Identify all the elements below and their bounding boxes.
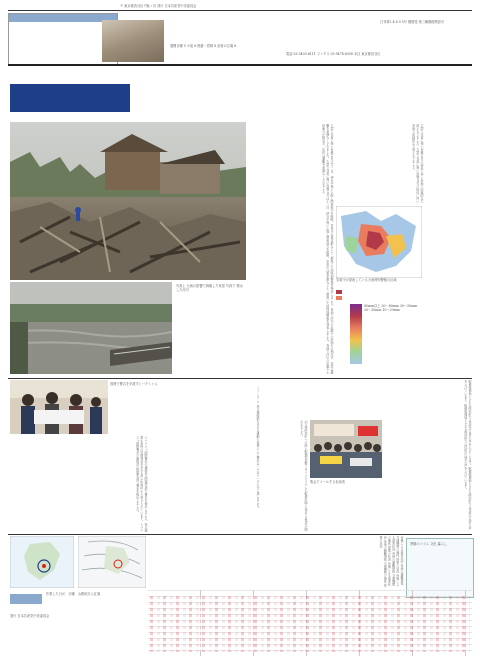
hibakusha-article-body: ヒバクシャ国際署名の連絡会は国連本部で署名を提出しました。核兵器禁止条約の早期発効を求める声が世界中から寄せられています。ヒバクシャ国際署名の連絡会は国連本部で署名を提出しました。 xyxy=(135,436,148,532)
photo-caption: 写真上 台風の影響で倒壊した家屋 写真下 増水した河川 xyxy=(176,284,243,293)
digest-list xyxy=(9,22,117,54)
map-caption: 気象庁が発表している大雨特別警報の区域 xyxy=(336,278,397,282)
masthead-contact: 電話 03-3403-6111 ファクス 03-5474-8358 本社 東京都渋谷区 xyxy=(286,52,381,56)
tv-listing-grid xyxy=(148,590,472,656)
flood-photo xyxy=(10,282,172,374)
map-legend xyxy=(336,290,422,302)
tide-column-box xyxy=(406,538,474,598)
issue-fineprint: 日刊第2 4 6 9 5号 郵便受 第三種郵便物認可 xyxy=(380,20,445,24)
lower-label-box xyxy=(10,594,42,604)
digest-item[interactable] xyxy=(12,24,114,31)
digest-item[interactable] xyxy=(12,38,114,45)
top-rule xyxy=(8,10,472,11)
lead-article-body: 大型で非常に強い台風19号は十二日、伊豆半島に上陸し関東地方を縦断。気象庁は東京都など十二都県に大雨特別警報を発表しました。各地で河川の氾濫や土砂崩れが相次ぎ、住民は避難を余儀なくされました。大型で非常に強い台風19号は十二日、伊豆半島に上陸し関東地方を縦断。気象庁は東京都など十二都県に大雨特別警報を発表しました。各地で河川の氾濫や土砂崩れが相次ぎ、住民は避難を余儀なくされました。 xyxy=(321,124,334,374)
rally-photo-caption: 集会でコールする参加者 xyxy=(310,480,345,484)
missile-article-body-2: 配備候補地とされる阿武町では住民が反対の声を上げています。配備候補地とされる阿武町では住民が反対の声を上げています。配備候補地とされる阿武町では住民が反対の声を上げています。 xyxy=(463,380,472,530)
weather-map-1 xyxy=(10,536,74,588)
lower-article-body: 台風による被害状況 各地の避難情報 交通機関の運休 停電の状況 台風による被害状況 各地の避難情報 交通機関の運休 停電の状況 台風による被害状況 各地の避難情報 交通機関の運休 停電の状況 xyxy=(378,536,404,587)
middle-section-rule xyxy=(8,534,472,535)
tide-column-body: 季節のコラム 文化 暮らし xyxy=(410,542,448,546)
digest-item[interactable] xyxy=(170,13,280,20)
legend-color-scale xyxy=(350,304,362,364)
masthead-logo[interactable] xyxy=(286,12,378,50)
legend-item-alert xyxy=(336,296,422,302)
rainfall-map xyxy=(336,206,422,278)
side-article-body: 大型で非常に強い台風19号の接近に伴い各地で記録的な大雨となりました。大型で非常に強い台風19号の接近に伴い各地で記録的な大雨となりました。 xyxy=(411,124,424,203)
digest-header xyxy=(9,14,117,22)
digest-item[interactable] xyxy=(170,20,280,27)
weather-map-2 xyxy=(78,536,146,588)
hibakusha-photo xyxy=(10,380,108,434)
rally-photo xyxy=(310,420,382,478)
footer-fineprint: 発行 日本共産党中央委員会 xyxy=(10,614,50,618)
digest-fineprint: 週間日曜 5 小説 6 囲碁・将棋 8 読者の広場 8 xyxy=(170,44,237,48)
digest-item[interactable] xyxy=(170,34,280,41)
legend-scale-labels: 80mm以上 50〜80mm 30〜50mm 20〜30mm 10〜20mm xyxy=(364,304,418,313)
digest-list-2 xyxy=(170,13,280,41)
upper-section-rule xyxy=(8,378,472,379)
missile-article-body: 山口県阿武町への陸上配備型迎撃ミサイルシステムの配備計画に反対する集会が開かれました。 xyxy=(299,420,308,531)
typhoon-damage-photo xyxy=(10,122,246,280)
masthead-rule xyxy=(8,64,472,66)
lower-note: 作業した日が、日曜、山路地方に紅葉 xyxy=(46,592,101,596)
headline-side xyxy=(428,124,474,384)
headline-label xyxy=(10,84,130,112)
digest-item[interactable] xyxy=(12,31,114,38)
digest-item[interactable] xyxy=(12,45,114,52)
header-fineprint: 〒 東京都渋谷区千駄ヶ谷 発行 日本共産党中央委員会 xyxy=(120,4,197,8)
hibakusha-photo-caption: 国連で署名を手渡すヒバクシャら xyxy=(110,382,158,386)
hibakusha-article-body-2: ニューヨーク 核兵器廃絶を求める運動の成果として署名は一千五十一万人分に達しました。 xyxy=(256,386,260,510)
thumbnail-photo xyxy=(102,20,164,62)
digest-item[interactable] xyxy=(170,27,280,34)
